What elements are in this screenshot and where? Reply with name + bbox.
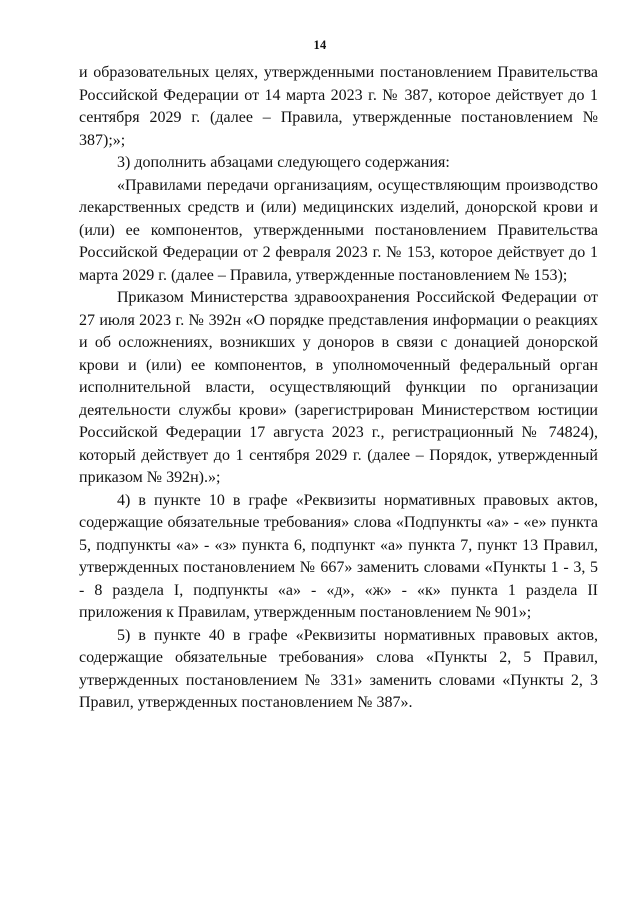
paragraph-item-4: 4) в пункте 10 в графе «Реквизиты нормативных правовых актов, содержащие обязательные требования» слова «Подпункты «а» - «е» пункта 5, подпункты «а» - «з» пункта 6, подпункт «а» пункта 7, пункт 13 Правил, утвержденных постановлением № 667» заменить словами «Пункты 1 - 3, 5 - 8 раздела I, подпункты «а» - «д», «ж» - «к» пункта 1 раздела II приложения к Правилам, утвержденным постановлением № 901»; xyxy=(79,491,598,621)
paragraph-item-3: 3) дополнить абзацами следующего содержания: xyxy=(117,154,450,171)
page-number: 14 xyxy=(313,38,327,52)
paragraph-order-392n: Приказом Министерства здравоохранения Российской Федерации от 27 июля 2023 г. № 392н «О порядке представления информации о реакциях и об осложнениях, возникших у доноров в связи с донацией донорской крови и (или) ее компонентов, в уполномоченный федеральный орган исполнительной власти, осуществляющий функции по организации деятельности службы крови» (зарегистрирован Министерством юстиции Российской Федерации 17 августа 2023 г., регистрационный № 74824), который действует до 1 сентября 2029 г. (далее – Порядок, утвержденный приказом № 392н).»; xyxy=(79,289,598,486)
paragraph-item-5: 5) в пункте 40 в графе «Реквизиты нормативных правовых актов, содержащие обязательные требования» слова «Пункты 2, 5 Правил, утвержденных постановлением № 331» заменить словами «Пункты 2, 3 Правил, утвержденных постановлением № 387». xyxy=(79,626,598,711)
paragraph-continuation: и образовательных целях, утвержденными постановлением Правительства Российской Федерации от 14 марта 2023 г. № 387, которое действует до 1 сентября 2029 г. (далее – Правила, утвержденные постановлением № 387);»; xyxy=(79,64,598,149)
document-body xyxy=(79,62,598,715)
paragraph-rules-153: «Правилами передачи организациям, осуществляющим производство лекарственных средств и (или) медицинских изделий, донорской крови и (или) ее компонентов, утвержденными постановлением Правительства Российской Федерации от 2 февраля 2023 г. № 153, которое действует до 1 марта 2029 г. (далее – Правила, утвержденные постановлением № 153); xyxy=(79,176,598,284)
